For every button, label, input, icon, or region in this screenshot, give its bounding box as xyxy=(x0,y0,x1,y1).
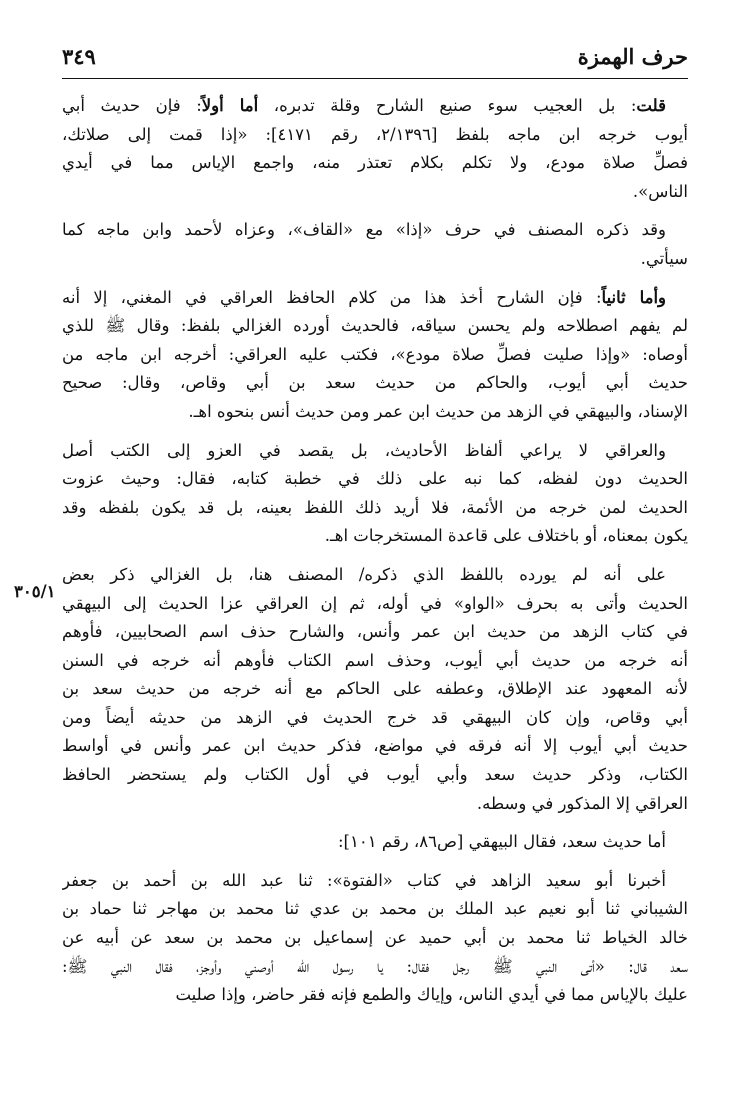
text-run: أبي وقاص، وإن كان البيهقي قد خرج الحديث في الزهد من حديثه أيضاً ومن xyxy=(62,707,688,727)
text-line xyxy=(62,216,688,245)
text-line xyxy=(62,398,688,427)
text-run: أوصاه: «وإذا صليت فصلِّ صلاة مودع»، فكتب عليه العراقي: أخرجه ابن ماجه من xyxy=(62,344,688,364)
text-run: الإسناد، والبيهقي في الزهد من حديث ابن عمر ومن حديث أنس بنحوه اهـ. xyxy=(188,401,688,421)
text-run: الناس». xyxy=(632,181,688,201)
text-line xyxy=(62,647,688,676)
text-run: : فإن حديث أبي xyxy=(62,96,202,115)
text-run: الكتاب، وذكر حديث سعد وأبي أيوب في أول الكتاب ولم يستحضر الحافظ xyxy=(62,765,688,785)
text-line xyxy=(62,341,688,370)
text-line xyxy=(62,761,688,790)
text-run: عليك بالإياس مما في أيدي الناس، وإياك والطمع فإنه فقر حاضر، وإذا صليت xyxy=(175,985,688,1005)
page-body xyxy=(62,92,688,1010)
text-line xyxy=(62,953,688,982)
paragraph xyxy=(62,437,688,551)
text-run: على أنه لم يورده باللفظ الذي ذكره/ المصنف هنا، بل الغزالي ذكر بعض xyxy=(62,564,666,584)
text-run: الحديث دون لفظه، كما نبه على ذلك في خطبة كتابه، فقال: وحيث عزوت xyxy=(62,469,688,489)
text-line xyxy=(62,149,688,178)
text-run: أنه خرجه من حديث أبي أيوب، وحذف اسم الكتاب فأوهم أنه خرجه في السنن xyxy=(62,650,688,670)
text-line xyxy=(62,867,688,896)
text-run: الحديث لمن خرجه من الأئمة، فلا أريد ذلك اللفظ بعينه، بل قد يكون بلفظه وقد xyxy=(62,497,688,517)
paragraph-gap xyxy=(62,274,688,284)
paragraph xyxy=(62,867,688,1010)
text-run: سيأتي. xyxy=(640,248,688,268)
text-line xyxy=(62,981,688,1010)
bold-run: وأما ثانياً xyxy=(601,287,666,307)
text-line xyxy=(62,732,688,761)
text-line xyxy=(62,561,688,590)
text-line xyxy=(62,92,688,121)
chapter-title: حرف الهمزة xyxy=(577,44,688,69)
paragraph xyxy=(62,561,688,818)
text-run: أخبرنا أبو سعيد الزاهد في كتاب «الفتوة»: ثنا عبد الله بن أحمد بن جعفر xyxy=(62,870,666,890)
text-run: أما حديث سعد، فقال البيهقي [ص٨٦، رقم ١٠١]: xyxy=(338,832,666,852)
text-line xyxy=(62,618,688,647)
running-header xyxy=(62,38,688,74)
text-line xyxy=(62,895,688,924)
text-run: أيوب خرجه ابن ماجه بلفظ [٢/١٣٩٦، رقم ٤١٧١]: «إذا قمت إلى صلاتك، xyxy=(62,124,688,144)
text-line xyxy=(62,245,688,274)
text-run: لم يفهم اصطلاحه ولم يحسن سياقه، فالحديث أورده الغزالي بلفظ: وقال ﷺ للذي xyxy=(62,316,688,336)
text-run: الشيباني ثنا أبو نعيم عبد الملك بن محمد بن عدي ثنا محمد بن مهاجر ثنا حماد بن xyxy=(62,899,688,919)
text-line xyxy=(62,704,688,733)
text-line xyxy=(62,828,688,857)
text-run: وقد ذكره المصنف في حرف «إذا» مع «القاف»، وعزاه لأحمد وابن ماجه كما xyxy=(62,220,666,240)
text-run: يكون بمعناه، أو باختلاف على قاعدة المستخرجات اهـ. xyxy=(324,526,688,546)
paragraph xyxy=(62,284,688,427)
text-line xyxy=(62,494,688,523)
margin-reference: ٣٠٥/١ xyxy=(14,582,56,601)
paragraph xyxy=(62,828,688,857)
text-run: حديث أبي أيوب، والحاكم من حديث سعد بن أبي وقاص، وقال: صحيح xyxy=(62,373,688,393)
text-line xyxy=(62,284,688,313)
text-line xyxy=(62,369,688,398)
text-line xyxy=(62,675,688,704)
page-number: ٣٤٩ xyxy=(62,44,96,69)
text-run: والعراقي لا يراعي ألفاظ الأحاديث، بل يقصد في العزو إلى الكتب أصل xyxy=(62,440,666,460)
text-run: الحديث وأتى به بحرف «الواو» في أوله، ثم إن العراقي عزا الحديث إلى البيهقي xyxy=(62,593,688,613)
text-run: : فإن الشارح أخذ هذا من كلام الحافظ العراقي في المغني، إلا أنه xyxy=(62,287,602,307)
text-line xyxy=(62,924,688,953)
text-line xyxy=(62,465,688,494)
text-run: لأنه المعهود عند الإطلاق، وعطفه على الحاكم مع أنه خرجه من حديث سعد بن xyxy=(62,679,688,699)
paragraph-gap xyxy=(62,857,688,867)
text-run: خالد الخياط ثنا محمد بن أبي حميد عن إسماعيل بن محمد بن سعد عن أبيه عن xyxy=(62,928,688,948)
bold-run: قلت xyxy=(636,96,666,115)
header-rule xyxy=(62,78,688,79)
paragraph xyxy=(62,216,688,273)
paragraph xyxy=(62,92,688,206)
text-line xyxy=(62,790,688,819)
text-run: : بل العجيب سوء صنيع الشارح وقلة تدبره، xyxy=(258,96,637,115)
text-run: فصلِّ صلاة مودع، ولا تكلم بكلام تعتذر منه، واجمع الإياس مما في أيدي xyxy=(62,153,688,173)
paragraph-gap xyxy=(62,551,688,561)
text-line xyxy=(62,312,688,341)
bold-run: أما أولاً xyxy=(201,96,259,115)
text-run: العراقي إلا المذكور في وسطه. xyxy=(476,793,688,813)
text-run: في كتاب الزهد من حديث ابن عمر وأنس، والشارح حذف اسم الصحابيين، فأوهم xyxy=(62,622,688,642)
text-run: سعد قال: «أتى النبي ﷺ رجل فقال: يا رسول الله أوصني وأوجز، فقال النبي ﷺ: xyxy=(62,956,688,976)
text-line xyxy=(62,522,688,551)
text-line xyxy=(62,178,688,207)
text-line xyxy=(62,437,688,466)
paragraph-gap xyxy=(62,206,688,216)
paragraph-gap xyxy=(62,427,688,437)
paragraph-gap xyxy=(62,818,688,828)
text-run: حديث أبي أيوب إلا أنه فرقه في مواضع، فذكر حديث ابن عمر وأنس في أواسط xyxy=(62,736,688,756)
text-line xyxy=(62,590,688,619)
text-line xyxy=(62,121,688,150)
